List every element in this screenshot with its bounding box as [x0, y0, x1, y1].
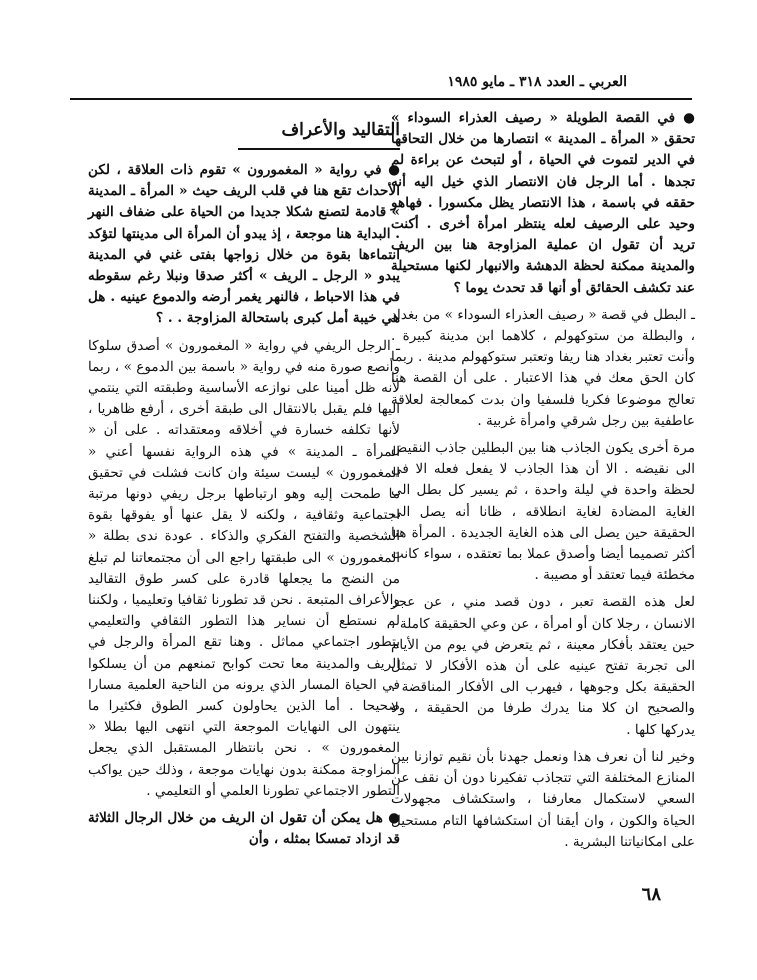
intro-question: ● في رواية « المغمورون » تقوم ذات العلاقة ، لكن الأحداث تقع هنا في قلب الريف حيث « المرأة ـ المدينة » قادمة لتصنع شكلا جديدا من الحياة على ضفاف النهر . البداية هنا موجعة ، إذ يبدو أن المرأة الى مدينتها لتؤكد انتماءها بقوة من خلال زواجها بفتى غني في المدينة يبدو « الرجل ـ الريف » أكثر صدقا ونبلا رغم سقوطه في هذا الاحباط ، فالنهر يغمر أرضه والدموع عينيه . هل هي خيبة أمل كبرى باستحالة المزاوجة . . ؟ — [88, 162, 400, 327]
left-column — [88, 118, 400, 857]
title-rule — [238, 148, 400, 150]
paragraph: مرة أخرى يكون الجاذب هنا بين البطلين جاذب النقيض الى نقيضه . الا أن هذا الجاذب لا يفعل فعله الا في لحظة واحدة في ليلة واحدة ، ثم يسير كل بطل الى الغاية المضادة لغاية انطلاقه ، ظانا أنه يصل الى الحقيقة حين يصل الى هذه الغاية الجديدة . المرأة هنا أكثر تصميما أيضا وأصدق عملا بما تعتقده ، سواء كانت مخطئة فيما تعتقد أو مصيبة . — [391, 440, 695, 584]
paragraph: وخير لنا أن نعرف هذا ونعمل جهدنا بأن نقيم توازنا بين المنازع المختلفة التي تتجاذب تفكيرنا دون أن نقف عن السعي لاستكمال معارفنا ، واستكشاف مجهولات الحياة والكون ، وان أيقنا أن استكشافها التام مستحيل على امكانياتنا البشرية . — [391, 748, 695, 850]
intro-question: ● في القصة الطويلة « رصيف العذراء السوداء » تحقق « المرأة ـ المدينة » انتصارها من خلال التحاقها في الدير لتموت في الحياة ، أو لتبحث عن براءة لم تجدها . أما الرجل فان الانتصار الذي خيل اليه أنه حققه في باسمة ، هذا الانتصار يظل مكسورا . فهاهو وحيد على الرصيف لعله ينتظر امرأة أخرى . أكنت تريد أن تقول ان عملية المزاوجة هنا بين الريف والمدينة ممكنة لحظة الدهشة والانبهار لكنها مستحيلة عند تكشف الحقائق أو أنها قد تحدث يوما ؟ — [391, 110, 695, 296]
closing-question: ● هل يمكن أن تقول ان الريف من خلال الرجال الثلاثة قد ازداد تمسكا بمثله ، وأن — [88, 810, 400, 848]
page-header: العربي ـ العدد ٣١٨ ـ مايو ١٩٨٥ — [447, 74, 627, 90]
page-number: ٦٨ — [641, 884, 661, 905]
paragraph: ـ الرجل الريفي في رواية « المغمورون » أصدق سلوكا وأنصع صورة منه في رواية « باسمة بين الدموع » ، ربما لأنه ظل أمينا على نوازعه الأساسية وطبقته التي ينتمي اليها فلم يقبل بالانتقال الى طبقة أخرى ، أرفع ظاهريا ، لأنها تكلفه خسارة في أخلاقه ومعتقداته . على أن « المرأة ـ المدينة » في هذه الرواية نفسها أعني « المغمورون » ليست سيئة وان كانت فشلت في تحقيق ما طمحت إليه وهو ارتباطها برجل ريفي دونها مرتبة اجتماعية وثقافية ، ولكنه لا يقل عنها أو يفوقها بقوة الشخصية والتفتح الفكري والذكاء . عودة ندى بطلة « المغمورون » الى طبقتها راجع الى أن مجتمعاتنا لم تبلغ من النضج ما يجعلها قادرة على كسر طوق التقاليد والأعراف المتبعة . نحن قد تطورنا ثقافيا وتعليميا ، ولكننا لم نستطع أن نساير هذا التطور الثقافي والتعليمي بتطور اجتماعي مماثل . وهنا تقع المرأة والرجل في الريف والمدينة معا تحت كوابح تمنعهم من أن يسلكوا في الحياة المسار الذي يرونه من الناحية العلمية مسارا صحيحا . أما الذين يحاولون كسر الطوق فكثيرا ما ينتهون الى النهايات الموجعة التي انتهى اليها بطلا « المغمورون » . نحن بانتظار المستقبل الذي يجعل المزاوجة ممكنة بدون نهايات موجعة ، وذلك حين يواكب التطور الاجتماعي تطورنا العلمي أو التعليمي . — [88, 337, 400, 799]
right-column — [391, 108, 695, 859]
section-title: التقاليد والأعراف — [281, 120, 400, 140]
paragraph: لعل هذه القصة تعبر ، دون قصد مني ، عن عجز الانسان ، رجلا كان أو امرأة ، عن وعي الحقيقة كاملة ، حين يعتقد بأفكار معينة ، ثم يتعرض في يوم من الأيام الى تجربة تفتح عينيه على أن هذه الأفكار لا تمثل الحقيقة بكل وجوهها ، فيهرب الى الأفكار المناقضة . والصحيح ان كلا منا يدرك طرفا من الحقيقة ، ولا يدركها كلها . — [391, 594, 695, 738]
header-rule — [70, 98, 692, 100]
paragraph: ـ البطل في قصة « رصيف العذراء السوداء » من بغداد ، والبطلة من ستوكهولم ، كلاهما ابن مدينة كبيرة . وأنت تعتبر بغداد هنا ريفا وتعتبر ستوكهولم مدينة . ربما كان الحق معك في هذا الاعتبار . على أن القصة هنا تعالج موضوعا فكريا فلسفيا وان بدت كمعالجة لعلاقة عاطفية بين رجل شرقي وامرأة غربية . — [391, 306, 695, 429]
